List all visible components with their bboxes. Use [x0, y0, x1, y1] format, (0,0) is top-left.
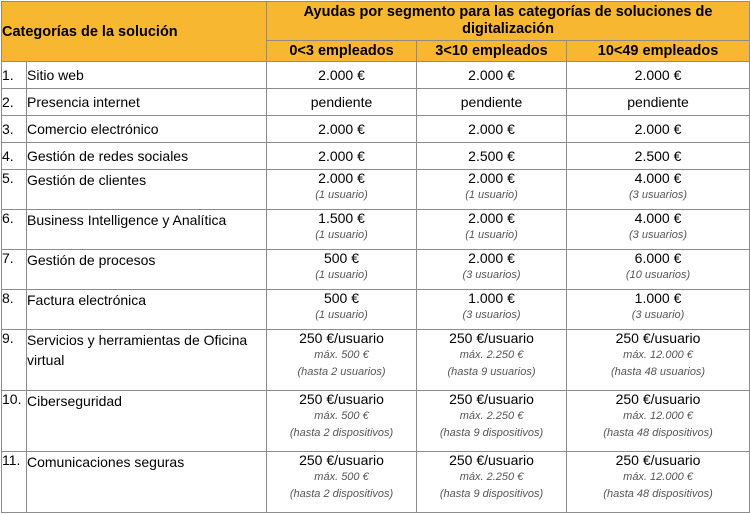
table-row	[2, 250, 750, 290]
category-name: Comunicaciones seguras	[27, 452, 267, 513]
aid-note: (hasta 2 dispositivos)	[289, 488, 394, 500]
aid-cell	[417, 452, 567, 513]
aid-amount: pendiente	[310, 93, 373, 110]
aid-cell	[567, 62, 750, 89]
category-name: Factura electrónica	[27, 290, 267, 330]
aid-cell	[417, 170, 567, 210]
aid-max: máx. 500 €	[314, 410, 369, 422]
aid-cell	[417, 210, 567, 250]
aid-max: máx. 2.250 €	[459, 410, 524, 422]
aid-cell	[567, 143, 750, 170]
aid-amount: 2.500 €	[468, 147, 515, 164]
aid-note: (1 usuario)	[465, 189, 518, 201]
aid-amount: 2.500 €	[634, 147, 682, 164]
aid-cell	[267, 62, 417, 89]
aid-max: máx. 500 €	[314, 471, 369, 483]
row-number: 3.	[2, 116, 27, 143]
aid-amount: 250 €/usuario	[449, 391, 534, 407]
aid-cell	[417, 330, 567, 391]
aid-amount: 2.000 €	[318, 66, 365, 83]
aid-amount: 250 €/usuario	[449, 452, 534, 468]
aid-amount: 4.000 €	[634, 210, 682, 226]
digitalization-aid-table	[1, 1, 750, 513]
category-name: Gestión de redes sociales	[27, 143, 267, 170]
aid-amount: 4.000 €	[634, 170, 682, 186]
table-row	[2, 62, 750, 89]
table-row	[2, 290, 750, 330]
aid-amount: 1.000 €	[468, 290, 515, 306]
aid-note: (hasta 48 dispositivos)	[603, 427, 713, 439]
aid-note: (hasta 9 dispositivos)	[439, 427, 544, 439]
aid-note: (hasta 48 dispositivos)	[603, 488, 713, 500]
aid-amount: 2.000 €	[318, 170, 365, 186]
table-row	[2, 116, 750, 143]
aid-amount: 1.500 €	[318, 210, 365, 226]
row-number: 9.	[2, 330, 27, 391]
aid-note: (hasta 9 dispositivos)	[439, 488, 544, 500]
category-name: Gestión de procesos	[27, 250, 267, 290]
category-column-header: Categorías de la solución	[2, 2, 267, 62]
segments-main-header: Ayudas por segmento para las categorías de soluciones de digitalización	[267, 2, 750, 41]
aid-max: máx. 12.000 €	[623, 410, 693, 422]
aid-cell	[567, 290, 750, 330]
row-number: 2.	[2, 89, 27, 116]
aid-amount: 250 €/usuario	[615, 452, 701, 468]
aid-cell	[417, 116, 567, 143]
row-number: 8.	[2, 290, 27, 330]
aid-amount: 2.000 €	[468, 170, 515, 186]
segment-header-10-49: 10<49 empleados	[567, 41, 750, 62]
table-row	[2, 143, 750, 170]
aid-amount: 2.000 €	[468, 250, 515, 266]
aid-cell	[417, 89, 567, 116]
row-number: 5.	[2, 170, 27, 210]
aid-amount: 2.000 €	[318, 120, 365, 137]
aid-note: (3 usuarios)	[628, 189, 688, 201]
aid-amount: pendiente	[460, 93, 523, 110]
aid-cell	[567, 89, 750, 116]
category-name: Presencia internet	[27, 89, 267, 116]
aid-note: (hasta 2 dispositivos)	[289, 427, 394, 439]
table-row	[2, 170, 750, 210]
aid-amount: 1.000 €	[634, 290, 682, 306]
category-name: Servicios y herramientas de Oficina virtual	[27, 330, 267, 391]
aid-note: (3 usuarios)	[628, 229, 688, 241]
aid-note: (1 usuario)	[465, 229, 518, 241]
aid-note: (1 usuario)	[315, 229, 368, 241]
aid-amount: 250 €/usuario	[299, 391, 384, 407]
aid-cell	[267, 290, 417, 330]
aid-cell	[567, 210, 750, 250]
aid-cell	[417, 62, 567, 89]
aid-amount: 6.000 €	[634, 250, 682, 266]
aid-amount: 500 €	[323, 250, 360, 266]
category-name: Comercio electrónico	[27, 116, 267, 143]
category-name: Ciberseguridad	[27, 391, 267, 452]
aid-max: máx. 500 €	[314, 349, 369, 361]
aid-note: (3 usuario)	[631, 309, 685, 321]
aid-cell	[417, 290, 567, 330]
row-number: 7.	[2, 250, 27, 290]
category-name: Sitio web	[27, 62, 267, 89]
table-row	[2, 210, 750, 250]
table-row	[2, 89, 750, 116]
row-number: 11.	[2, 452, 27, 513]
row-number: 6.	[2, 210, 27, 250]
aid-max: máx. 2.250 €	[459, 471, 524, 483]
row-number: 4.	[2, 143, 27, 170]
aid-note: (3 usuarios)	[462, 309, 521, 321]
aid-cell	[267, 452, 417, 513]
aid-note: (1 usuario)	[315, 189, 368, 201]
aid-cell	[267, 330, 417, 391]
aid-cell	[567, 170, 750, 210]
aid-cell	[267, 116, 417, 143]
table-row	[2, 391, 750, 452]
aid-max: máx. 12.000 €	[623, 349, 693, 361]
table-row	[2, 330, 750, 391]
table-row	[2, 452, 750, 513]
table-body	[2, 62, 750, 513]
aid-cell	[267, 143, 417, 170]
aid-cell	[267, 391, 417, 452]
aid-amount: 2.000 €	[634, 120, 682, 137]
aid-amount: 2.000 €	[468, 210, 515, 226]
aid-cell	[567, 250, 750, 290]
aid-note: (1 usuario)	[315, 309, 368, 321]
aid-amount: 250 €/usuario	[299, 330, 384, 346]
aid-note: (10 usuarios)	[625, 269, 691, 281]
aid-amount: pendiente	[627, 93, 689, 110]
aid-cell	[567, 391, 750, 452]
aid-amount: 2.000 €	[634, 66, 682, 83]
aid-note: (3 usuarios)	[462, 269, 521, 281]
aid-amount: 250 €/usuario	[449, 330, 534, 346]
aid-note: (hasta 2 usuarios)	[297, 366, 386, 378]
aid-note: (1 usuario)	[315, 269, 368, 281]
aid-cell	[417, 391, 567, 452]
aid-amount: 2.000 €	[318, 147, 365, 164]
aid-cell	[267, 89, 417, 116]
segment-header-3-10: 3<10 empleados	[417, 41, 567, 62]
aid-cell	[267, 250, 417, 290]
aid-note: (hasta 9 usuarios)	[447, 366, 536, 378]
aid-amount: 250 €/usuario	[615, 391, 701, 407]
aid-cell	[267, 170, 417, 210]
segment-header-0-3: 0<3 empleados	[267, 41, 417, 62]
aid-amount: 250 €/usuario	[615, 330, 701, 346]
aid-amount: 500 €	[323, 290, 360, 306]
category-name: Business Intelligence y Analítica	[27, 210, 267, 250]
row-number: 10.	[2, 391, 27, 452]
aid-cell	[417, 250, 567, 290]
aid-cell	[417, 143, 567, 170]
aid-note: (hasta 48 usuarios)	[610, 366, 706, 378]
aid-max: máx. 2.250 €	[459, 349, 524, 361]
aid-cell	[567, 330, 750, 391]
aid-cell	[567, 452, 750, 513]
aid-amount: 2.000 €	[468, 66, 515, 83]
aid-amount: 2.000 €	[468, 120, 515, 137]
aid-cell	[267, 210, 417, 250]
aid-cell	[567, 116, 750, 143]
aid-amount: 250 €/usuario	[299, 452, 384, 468]
aid-max: máx. 12.000 €	[623, 471, 693, 483]
category-name: Gestión de clientes	[27, 170, 267, 210]
row-number: 1.	[2, 62, 27, 89]
